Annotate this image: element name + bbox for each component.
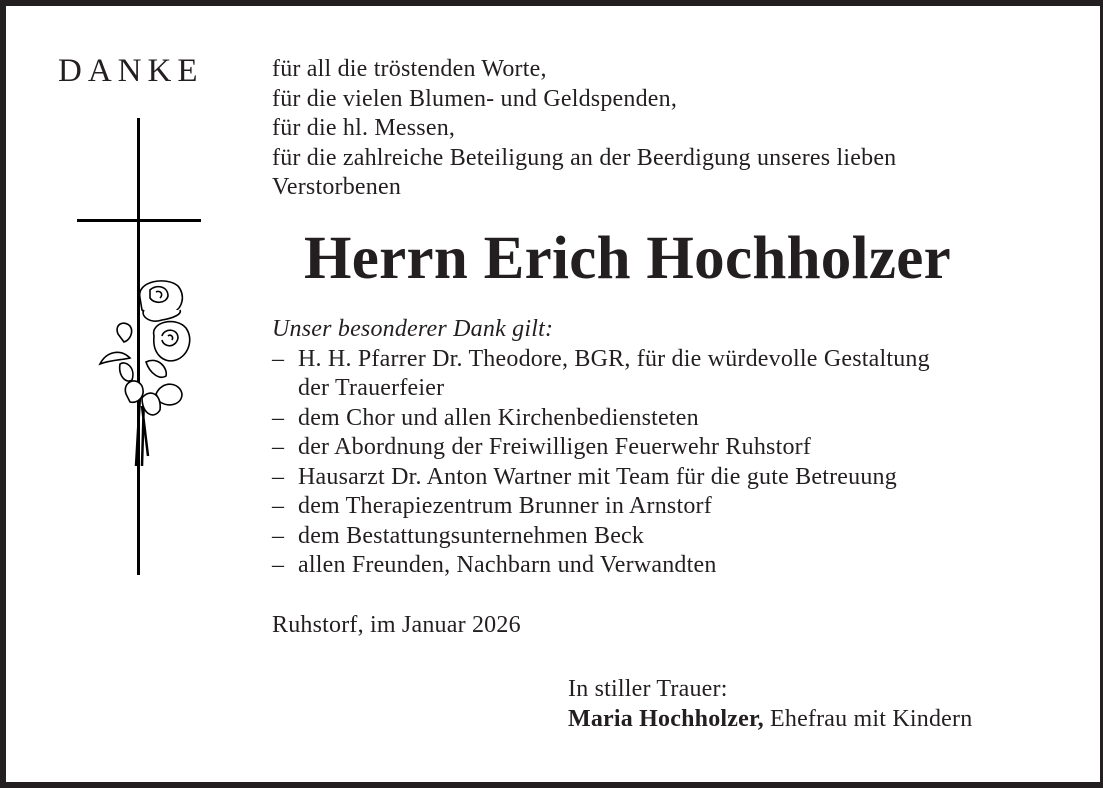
- list-item-text: dem Chor und allen Kirchenbediensteten: [298, 404, 699, 431]
- list-item-text: der Trauerfeier: [298, 375, 445, 401]
- list-item: [272, 433, 930, 463]
- rose-icon: [96, 276, 196, 476]
- list-item: [272, 463, 930, 493]
- list-item: [272, 492, 930, 522]
- signature-name: Maria Hochholzer,: [568, 705, 764, 732]
- list-item-text: allen Freunden, Nachbarn und Verwandten: [298, 552, 717, 578]
- list-item-text: dem Bestattungsunternehmen Beck: [298, 522, 645, 549]
- intro-line: für die zahlreiche Beteiligung an der Beerdigung unseres lieben: [272, 144, 897, 171]
- deceased-name: Herrn Erich Hochholzer: [304, 225, 951, 292]
- thanks-list: [272, 315, 930, 581]
- dash: –: [272, 522, 285, 549]
- thanks-intro: Unser besonderer Dank gilt:: [272, 316, 554, 342]
- signature-relation: Ehefrau mit Kindern: [763, 705, 973, 732]
- signature: [568, 675, 972, 734]
- dash: –: [272, 404, 285, 431]
- intro-line: für die hl. Messen,: [272, 115, 456, 141]
- dash: –: [272, 434, 285, 460]
- place-date: Ruhstorf, im Januar 2026: [272, 612, 521, 638]
- dash: –: [272, 345, 285, 372]
- intro-text: [272, 55, 896, 203]
- heading-danke: DANKE: [58, 53, 204, 89]
- signature-intro: In stiller Trauer:: [568, 676, 728, 702]
- dash: –: [272, 463, 285, 490]
- list-item: [272, 345, 930, 404]
- dash: –: [272, 493, 285, 519]
- list-item: [272, 551, 930, 581]
- list-item-text: der Abordnung der Freiwilligen Feuerwehr Ruhstorf: [298, 434, 812, 460]
- list-item-text: H. H. Pfarrer Dr. Theodore, BGR, für die würdevolle Gestaltung: [298, 345, 930, 372]
- list-item: [272, 404, 930, 434]
- intro-line: Verstorbenen: [272, 174, 402, 200]
- list-item: [272, 522, 930, 552]
- cross-icon-horizontal: [77, 219, 201, 222]
- list-item-text: dem Therapiezentrum Brunner in Arnstorf: [298, 493, 712, 519]
- intro-line: für all die tröstenden Worte,: [272, 56, 547, 82]
- dash: –: [272, 552, 285, 578]
- intro-line: für die vielen Blumen- und Geldspenden,: [272, 85, 678, 112]
- list-item-text: Hausarzt Dr. Anton Wartner mit Team für die gute Betreuung: [298, 463, 897, 490]
